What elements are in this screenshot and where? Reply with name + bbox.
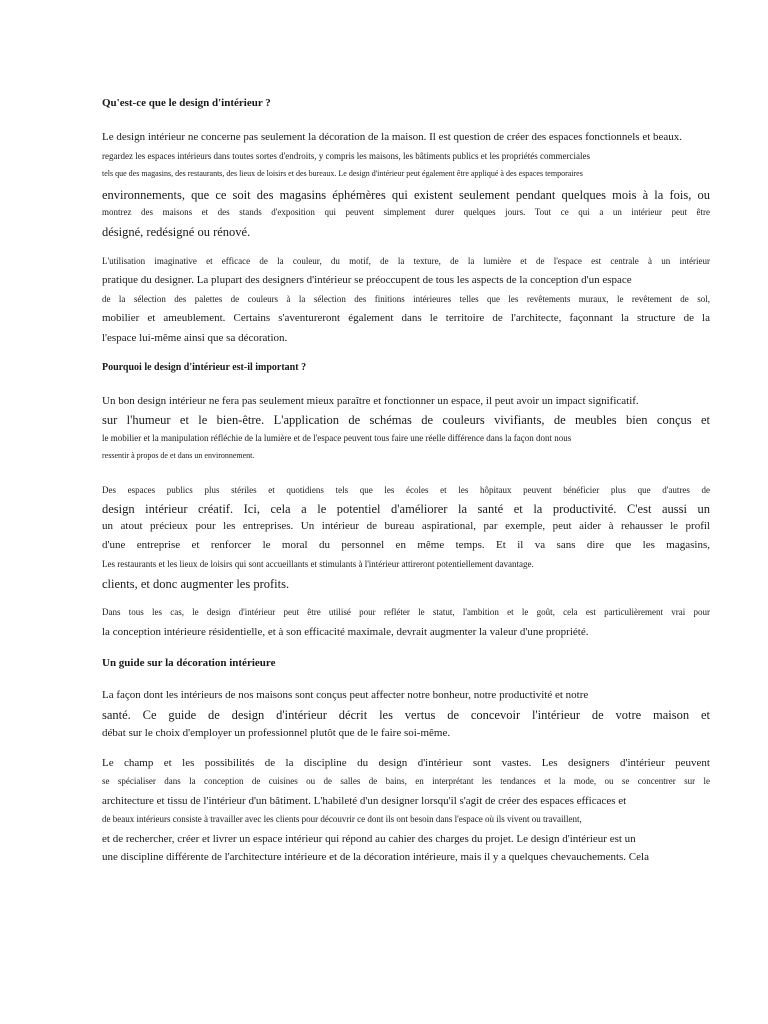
text-line: Des espaces publics plus stériles et quotidiens tels que les écoles et les hôpitaux peuvent bénéficier plus que d'autres de xyxy=(102,485,710,495)
text-line: sur l'humeur et le bien-être. L'application de schémas de couleurs vivifiants, de meubles bien conçus et xyxy=(102,413,710,427)
text-line: une discipline différente de l'architecture intérieure et de la décoration intérieure, mais il y a quelques chevauchements. Cela xyxy=(102,851,649,863)
heading-what-is-interior-design: Qu'est-ce que le design d'intérieur ? xyxy=(102,97,271,109)
text-line: de la sélection des palettes de couleurs à la sélection des finitions intérieures telles que les revêtements muraux, le revêtement de sol, xyxy=(102,294,710,304)
text-line: ressentir à propos de et dans un environnement. xyxy=(102,451,255,460)
text-line: désigné, redésigné ou rénové. xyxy=(102,225,251,239)
text-line: pratique du designer. La plupart des designers d'intérieur se préoccupent de tous les aspects de la conception d'un espace xyxy=(102,274,632,286)
text-line: L'utilisation imaginative et efficace de la couleur, du motif, de la texture, de la lumière et de l'espace est centrale à un intérieur xyxy=(102,256,710,266)
text-line: et de rechercher, créer et livrer un espace intérieur qui répond au cahier des charges du projet. Le design d'intérieur est un xyxy=(102,833,636,845)
heading-why-important: Pourquoi le design d'intérieur est-il important ? xyxy=(102,362,307,373)
text-line: la conception intérieure résidentielle, et à son efficacité maximale, devrait augmenter la valeur d'une propriété. xyxy=(102,626,589,638)
text-line: le mobilier et la manipulation réfléchie de la lumière et de l'espace peuvent tous faire une réelle différence dans la façon dont nous xyxy=(102,433,572,443)
text-line: d'une entreprise et renforcer le moral du personnel en même temps. Et il va sans dire que les magasins, xyxy=(102,539,710,551)
text-line: Dans tous les cas, le design d'intérieur peut être utilisé pour refléter le statut, l'ambition et le goût, cela est particulièrement vrai pour xyxy=(102,607,710,617)
text-line: Un bon design intérieur ne fera pas seulement mieux paraître et fonctionner un espace, il peut avoir un impact significatif. xyxy=(102,395,639,407)
heading-decoration-guide: Un guide sur la décoration intérieure xyxy=(102,657,276,669)
text-line: Les restaurants et les lieux de loisirs qui sont accueillants et stimulants à l'intérieur attireront potentiellement davantage. xyxy=(102,559,534,569)
text-line: montrez des maisons et des stands d'exposition qui peuvent simplement durer quelques jours. Tout ce qui a un intérieur peut être xyxy=(102,207,710,217)
text-line: mobilier et ameublement. Certains s'aventureront également dans le territoire de l'architecte, façonnant la structure de la xyxy=(102,312,710,324)
text-line: Le champ et les possibilités de la discipline du design d'intérieur sont vastes. Les designers d'intérieur peuvent xyxy=(102,757,710,769)
text-line: se spécialiser dans la conception de cuisines ou de salles de bains, en interprétant les tendances et la mode, ou se concentrer sur le xyxy=(102,776,710,786)
text-line: environnements, que ce soit des magasins éphémères qui existent seulement pendant quelques mois à la fois, ou xyxy=(102,188,710,202)
text-line: design intérieur créatif. Ici, cela a le potentiel d'améliorer la santé et la productivité. C'est aussi un xyxy=(102,502,710,516)
text-line: tels que des magasins, des restaurants, des lieux de loisirs et des bureaux. Le design d'intérieur peut également être appliqué à des espaces temporaires xyxy=(102,169,583,178)
text-line: Le design intérieur ne concerne pas seulement la décoration de la maison. Il est question de créer des espaces fonctionnels et beaux. xyxy=(102,131,683,143)
text-line: architecture et tissu de l'intérieur d'un bâtiment. L'habileté d'un designer lorsqu'il s'agit de créer des espaces efficaces et xyxy=(102,795,627,807)
text-line: l'espace lui-même ainsi que sa décoration. xyxy=(102,332,288,344)
text-line: La façon dont les intérieurs de nos maisons sont conçus peut affecter notre bonheur, notre productivité et notre xyxy=(102,689,589,701)
text-line: un atout précieux pour les entreprises. Un intérieur de bureau aspirational, par exemple, peut aider à rehausser le profil xyxy=(102,520,710,532)
text-line: débat sur le choix d'employer un professionnel plutôt que de le faire soi-même. xyxy=(102,727,451,739)
text-line: regardez les espaces intérieurs dans toutes sortes d'endroits, y compris les maisons, les bâtiments publics et les propriétés commerciales xyxy=(102,151,590,161)
text-line: clients, et donc augmenter les profits. xyxy=(102,577,290,591)
text-line: de beaux intérieurs consiste à travailler avec les clients pour découvrir ce dont ils ont besoin dans l'espace où ils vivent ou travaillent, xyxy=(102,814,582,824)
text-line: santé. Ce guide de design d'intérieur décrit les vertus de concevoir l'intérieur de votre maison et xyxy=(102,708,710,722)
